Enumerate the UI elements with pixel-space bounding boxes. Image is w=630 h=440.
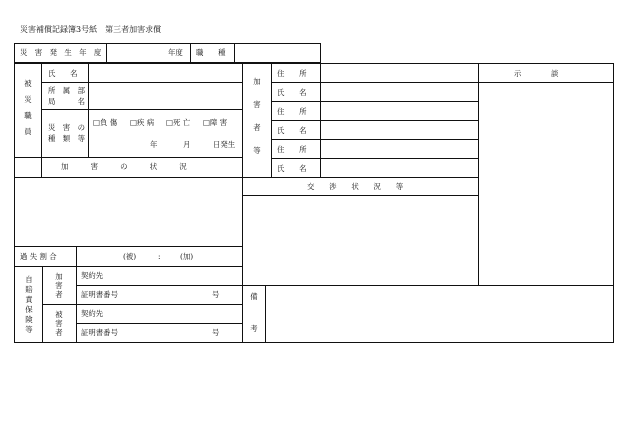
job-field[interactable] [235,44,319,62]
insurance-section-label: 自 賠 責 保 険 等 [25,275,33,334]
dept-label-line1: 所 属 部 [48,86,85,95]
insurance-victim-label: 被 害 者 [55,310,63,337]
victim-name-label: 氏 名 [48,69,78,78]
year-field[interactable] [107,44,163,62]
damage-status-field[interactable] [15,178,241,246]
type-label-line2: 種 類 等 [48,134,85,143]
checkbox-illness[interactable]: □疾 病 [130,118,155,127]
fault-colon: : [158,252,161,261]
dept-field[interactable] [89,83,241,108]
perp-address-label-3: 住 所 [277,145,307,154]
date-year-label: 年 [150,140,158,149]
perpetrator-section-label: 加 害 者 等 [253,77,261,155]
perp-name-label-1: 氏 名 [277,88,307,97]
perp-contract-label: 契約先 [81,271,104,280]
fault-victim[interactable]: (被) [123,252,137,261]
fault-perpetrator[interactable]: (加) [180,252,194,261]
victim-section-label: 被 災 職 員 [24,79,32,136]
perp-name-label-3: 氏 名 [277,164,307,173]
remarks-label: 備 考 [250,292,258,333]
perp-name-field-2[interactable] [321,121,477,138]
fault-ratio-label: 過 失 割 合 [20,252,57,261]
victim-cert-suffix: 号 [212,328,220,337]
perp-name-label-2: 氏 名 [277,126,307,135]
victim-contract-label: 契約先 [81,309,104,318]
settlement-field[interactable] [479,83,613,285]
perp-address-label-1: 住 所 [277,69,307,78]
checkbox-death[interactable]: □死 亡 [166,118,191,127]
perp-address-field-2[interactable] [321,102,477,119]
perp-cert-suffix: 号 [212,290,220,299]
checkbox-injury[interactable]: □負 傷 [93,118,118,127]
perp-address-label-2: 住 所 [277,107,307,116]
perp-address-field-1[interactable] [321,64,477,81]
damage-status-label: 加 害 の 状 況 [61,162,187,171]
date-day-label: 日発生 [213,140,236,149]
settlement-label: 示 談 [514,69,559,78]
type-label-line1: 災 害 の [48,123,85,132]
perp-name-field-1[interactable] [321,83,477,100]
year-suffix: 年度 [168,48,183,57]
form-title: 災害補償記録簿3号紙 第三者加害求償 [20,25,162,34]
insurance-perpetrator-label: 加 害 者 [55,272,63,299]
perp-cert-label: 証明書番号 [81,290,118,299]
victim-name-field[interactable] [89,64,241,81]
dept-label-line2: 局 名 [48,97,85,106]
checkbox-disability[interactable]: □障 害 [203,118,228,127]
perp-name-field-3[interactable] [321,159,477,176]
job-label: 職 種 [196,48,226,57]
remarks-field[interactable] [266,286,613,342]
date-month-label: 月 [183,140,191,149]
disaster-year-label: 災 害 発 生 年 度 [20,48,102,57]
perp-address-field-3[interactable] [321,140,477,157]
negotiation-label: 交 渉 状 況 等 [307,182,404,191]
negotiation-field[interactable] [243,196,477,285]
victim-cert-label: 証明書番号 [81,328,118,337]
